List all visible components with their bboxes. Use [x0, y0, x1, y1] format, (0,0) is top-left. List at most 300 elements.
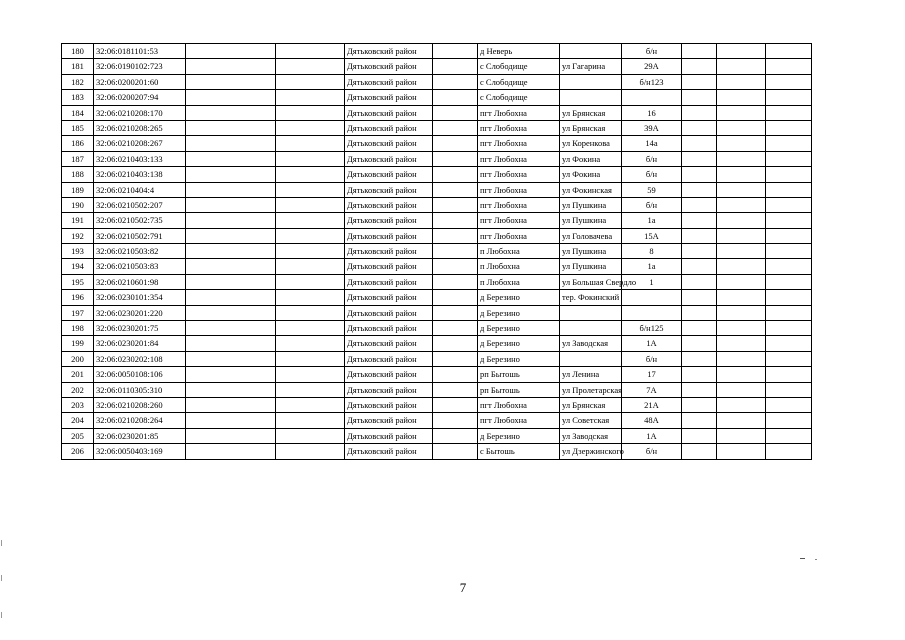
cadastral-number: 32:06:0210601:98	[94, 274, 186, 289]
empty-cell	[186, 151, 276, 166]
empty-cell	[186, 428, 276, 443]
street-name: ул Головачева	[560, 228, 622, 243]
settlement-name: д Березино	[478, 428, 560, 443]
empty-cell	[186, 197, 276, 212]
street-name: ул Пушкина	[560, 259, 622, 274]
street-name	[560, 305, 622, 320]
district-name: Дятьковский район	[345, 44, 433, 59]
house-number: 1А	[622, 336, 682, 351]
row-number: 201	[62, 367, 94, 382]
empty-cell	[276, 136, 345, 151]
empty-cell	[186, 321, 276, 336]
empty-cell	[433, 90, 478, 105]
row-number: 190	[62, 197, 94, 212]
house-number: б/н	[622, 351, 682, 366]
empty-cell	[717, 213, 766, 228]
settlement-name: п Любохна	[478, 259, 560, 274]
empty-cell	[682, 259, 717, 274]
empty-cell	[186, 228, 276, 243]
empty-cell	[717, 74, 766, 89]
empty-cell	[433, 290, 478, 305]
cadastral-number: 32:06:0210404:4	[94, 182, 186, 197]
empty-cell	[186, 413, 276, 428]
empty-cell	[682, 74, 717, 89]
street-name: ул Заводская	[560, 428, 622, 443]
empty-cell	[682, 305, 717, 320]
empty-cell	[766, 290, 812, 305]
empty-cell	[682, 336, 717, 351]
empty-cell	[276, 274, 345, 289]
settlement-name: п Любохна	[478, 274, 560, 289]
district-name: Дятьковский район	[345, 105, 433, 120]
empty-cell	[717, 167, 766, 182]
cadastral-number: 32:06:0181101:53	[94, 44, 186, 59]
street-name: ул Коренкова	[560, 136, 622, 151]
empty-cell	[276, 444, 345, 459]
empty-cell	[276, 167, 345, 182]
house-number: 1А	[622, 428, 682, 443]
house-number: 29А	[622, 59, 682, 74]
row-number: 180	[62, 44, 94, 59]
empty-cell	[186, 213, 276, 228]
row-number: 200	[62, 351, 94, 366]
empty-cell	[682, 428, 717, 443]
empty-cell	[717, 197, 766, 212]
house-number: б/н	[622, 197, 682, 212]
empty-cell	[682, 228, 717, 243]
district-name: Дятьковский район	[345, 197, 433, 212]
empty-cell	[682, 367, 717, 382]
empty-cell	[433, 151, 478, 166]
empty-cell	[186, 351, 276, 366]
cadastral-number: 32:06:0200207:94	[94, 90, 186, 105]
empty-cell	[717, 382, 766, 397]
district-name: Дятьковский район	[345, 59, 433, 74]
empty-cell	[682, 213, 717, 228]
settlement-name: пгт Любохна	[478, 136, 560, 151]
cadastral-number: 32:06:0210502:207	[94, 197, 186, 212]
empty-cell	[766, 59, 812, 74]
table-row	[62, 151, 812, 166]
empty-cell	[766, 274, 812, 289]
empty-cell	[276, 44, 345, 59]
settlement-name: пгт Любохна	[478, 151, 560, 166]
district-name: Дятьковский район	[345, 167, 433, 182]
district-name: Дятьковский район	[345, 444, 433, 459]
house-number: 48А	[622, 413, 682, 428]
empty-cell	[766, 151, 812, 166]
cadastral-number: 32:06:0230201:85	[94, 428, 186, 443]
empty-cell	[766, 259, 812, 274]
settlement-name: пгт Любохна	[478, 182, 560, 197]
empty-cell	[717, 59, 766, 74]
district-name: Дятьковский район	[345, 151, 433, 166]
settlement-name: пгт Любохна	[478, 120, 560, 135]
empty-cell	[682, 59, 717, 74]
district-name: Дятьковский район	[345, 382, 433, 397]
empty-cell	[682, 382, 717, 397]
district-name: Дятьковский район	[345, 136, 433, 151]
empty-cell	[717, 228, 766, 243]
registry-table	[61, 43, 812, 460]
row-number: 188	[62, 167, 94, 182]
cadastral-number: 32:06:0230101:354	[94, 290, 186, 305]
district-name: Дятьковский район	[345, 274, 433, 289]
empty-cell	[433, 336, 478, 351]
settlement-name: д Неверь	[478, 44, 560, 59]
table-row	[62, 259, 812, 274]
settlement-name: пгт Любохна	[478, 167, 560, 182]
empty-cell	[276, 74, 345, 89]
cadastral-number: 32:06:0210208:264	[94, 413, 186, 428]
empty-cell	[717, 413, 766, 428]
cadastral-number: 32:06:0230202:108	[94, 351, 186, 366]
district-name: Дятьковский район	[345, 305, 433, 320]
empty-cell	[276, 397, 345, 412]
empty-cell	[433, 305, 478, 320]
district-name: Дятьковский район	[345, 213, 433, 228]
cadastral-number: 32:06:0050403:169	[94, 444, 186, 459]
row-number: 196	[62, 290, 94, 305]
empty-cell	[276, 259, 345, 274]
empty-cell	[682, 197, 717, 212]
street-name: ул Советская	[560, 413, 622, 428]
house-number: б/н125	[622, 321, 682, 336]
empty-cell	[766, 321, 812, 336]
scan-speck	[815, 559, 817, 560]
cadastral-number: 32:06:0200201:60	[94, 74, 186, 89]
settlement-name: пгт Любохна	[478, 397, 560, 412]
empty-cell	[433, 351, 478, 366]
house-number	[622, 90, 682, 105]
empty-cell	[682, 444, 717, 459]
cadastral-number: 32:06:0230201:220	[94, 305, 186, 320]
settlement-name: с Слободище	[478, 90, 560, 105]
row-number: 193	[62, 244, 94, 259]
empty-cell	[276, 213, 345, 228]
empty-cell	[766, 382, 812, 397]
row-number: 183	[62, 90, 94, 105]
street-name: ул Дзержинского	[560, 444, 622, 459]
house-number: 17	[622, 367, 682, 382]
settlement-name: пгт Любохна	[478, 228, 560, 243]
empty-cell	[766, 44, 812, 59]
row-number: 204	[62, 413, 94, 428]
district-name: Дятьковский район	[345, 397, 433, 412]
street-name: тер. Фокинский	[560, 290, 622, 305]
table-row	[62, 274, 812, 289]
district-name: Дятьковский район	[345, 90, 433, 105]
empty-cell	[682, 244, 717, 259]
house-number: 16	[622, 105, 682, 120]
empty-cell	[276, 413, 345, 428]
scan-edge-mark	[1, 612, 2, 618]
empty-cell	[717, 397, 766, 412]
table-row	[62, 397, 812, 412]
empty-cell	[717, 428, 766, 443]
empty-cell	[682, 397, 717, 412]
row-number: 198	[62, 321, 94, 336]
empty-cell	[682, 351, 717, 366]
empty-cell	[766, 120, 812, 135]
empty-cell	[276, 120, 345, 135]
table-row	[62, 136, 812, 151]
settlement-name: рп Бытошь	[478, 367, 560, 382]
empty-cell	[717, 367, 766, 382]
empty-cell	[433, 197, 478, 212]
empty-cell	[766, 428, 812, 443]
empty-cell	[766, 413, 812, 428]
empty-cell	[186, 367, 276, 382]
district-name: Дятьковский район	[345, 259, 433, 274]
empty-cell	[433, 413, 478, 428]
empty-cell	[717, 182, 766, 197]
empty-cell	[717, 290, 766, 305]
empty-cell	[717, 351, 766, 366]
empty-cell	[433, 182, 478, 197]
table-row	[62, 444, 812, 459]
row-number: 187	[62, 151, 94, 166]
empty-cell	[276, 151, 345, 166]
empty-cell	[766, 305, 812, 320]
settlement-name: д Березино	[478, 290, 560, 305]
table-row	[62, 228, 812, 243]
row-number: 202	[62, 382, 94, 397]
district-name: Дятьковский район	[345, 413, 433, 428]
street-name: ул Ленина	[560, 367, 622, 382]
row-number: 205	[62, 428, 94, 443]
empty-cell	[186, 136, 276, 151]
empty-cell	[276, 197, 345, 212]
house-number: 39А	[622, 120, 682, 135]
row-number: 192	[62, 228, 94, 243]
empty-cell	[276, 382, 345, 397]
empty-cell	[433, 259, 478, 274]
empty-cell	[766, 105, 812, 120]
empty-cell	[717, 151, 766, 166]
street-name	[560, 351, 622, 366]
cadastral-number: 32:06:0210502:735	[94, 213, 186, 228]
district-name: Дятьковский район	[345, 428, 433, 443]
table-row	[62, 44, 812, 59]
empty-cell	[276, 244, 345, 259]
empty-cell	[682, 90, 717, 105]
empty-cell	[433, 44, 478, 59]
empty-cell	[186, 397, 276, 412]
table-row	[62, 105, 812, 120]
empty-cell	[186, 167, 276, 182]
empty-cell	[276, 351, 345, 366]
empty-cell	[276, 59, 345, 74]
empty-cell	[717, 336, 766, 351]
house-number: 59	[622, 182, 682, 197]
row-number: 184	[62, 105, 94, 120]
row-number: 195	[62, 274, 94, 289]
empty-cell	[433, 382, 478, 397]
empty-cell	[766, 444, 812, 459]
empty-cell	[276, 90, 345, 105]
scan-edge-mark	[1, 575, 2, 581]
empty-cell	[682, 290, 717, 305]
empty-cell	[276, 336, 345, 351]
cadastral-number: 32:06:0210208:170	[94, 105, 186, 120]
settlement-name: пгт Любохна	[478, 413, 560, 428]
empty-cell	[766, 136, 812, 151]
empty-cell	[433, 136, 478, 151]
empty-cell	[682, 105, 717, 120]
street-name: ул Большая Свердло	[560, 274, 622, 289]
table-row	[62, 244, 812, 259]
empty-cell	[682, 182, 717, 197]
settlement-name: пгт Любохна	[478, 105, 560, 120]
empty-cell	[276, 228, 345, 243]
empty-cell	[766, 367, 812, 382]
table-row	[62, 167, 812, 182]
empty-cell	[717, 105, 766, 120]
page-number: 7	[459, 580, 467, 595]
empty-cell	[717, 44, 766, 59]
cadastral-number: 32:06:0230201:84	[94, 336, 186, 351]
empty-cell	[766, 336, 812, 351]
table-row	[62, 213, 812, 228]
empty-cell	[717, 305, 766, 320]
empty-cell	[433, 397, 478, 412]
cadastral-number: 32:06:0210403:138	[94, 167, 186, 182]
street-name	[560, 90, 622, 105]
row-number: 189	[62, 182, 94, 197]
street-name	[560, 44, 622, 59]
district-name: Дятьковский район	[345, 120, 433, 135]
street-name: ул Пушкина	[560, 244, 622, 259]
cadastral-number: 32:06:0210403:133	[94, 151, 186, 166]
house-number	[622, 290, 682, 305]
empty-cell	[276, 305, 345, 320]
house-number: 1а	[622, 259, 682, 274]
cadastral-number: 32:06:0210503:83	[94, 259, 186, 274]
cadastral-number: 32:06:0210502:791	[94, 228, 186, 243]
empty-cell	[682, 44, 717, 59]
empty-cell	[186, 74, 276, 89]
empty-cell	[276, 182, 345, 197]
house-number	[622, 305, 682, 320]
empty-cell	[433, 167, 478, 182]
table-row	[62, 59, 812, 74]
empty-cell	[433, 244, 478, 259]
settlement-name: с Бытошь	[478, 444, 560, 459]
empty-cell	[186, 44, 276, 59]
street-name: ул Пушкина	[560, 197, 622, 212]
empty-cell	[433, 213, 478, 228]
house-number: 14а	[622, 136, 682, 151]
house-number: б/н	[622, 151, 682, 166]
row-number: 181	[62, 59, 94, 74]
empty-cell	[433, 428, 478, 443]
settlement-name: пгт Любохна	[478, 213, 560, 228]
house-number: б/н	[622, 44, 682, 59]
empty-cell	[276, 367, 345, 382]
settlement-name: пгт Любохна	[478, 197, 560, 212]
empty-cell	[433, 444, 478, 459]
street-name: ул Пушкина	[560, 213, 622, 228]
house-number: 21А	[622, 397, 682, 412]
row-number: 186	[62, 136, 94, 151]
street-name: ул Брянская	[560, 105, 622, 120]
empty-cell	[186, 290, 276, 305]
table-row	[62, 182, 812, 197]
district-name: Дятьковский район	[345, 74, 433, 89]
empty-cell	[717, 274, 766, 289]
empty-cell	[186, 274, 276, 289]
empty-cell	[186, 305, 276, 320]
row-number: 194	[62, 259, 94, 274]
empty-cell	[766, 228, 812, 243]
table-row	[62, 321, 812, 336]
empty-cell	[717, 321, 766, 336]
row-number: 191	[62, 213, 94, 228]
empty-cell	[433, 74, 478, 89]
empty-cell	[766, 351, 812, 366]
row-number: 197	[62, 305, 94, 320]
row-number: 203	[62, 397, 94, 412]
house-number: 15А	[622, 228, 682, 243]
table-row	[62, 197, 812, 212]
empty-cell	[682, 167, 717, 182]
empty-cell	[682, 274, 717, 289]
empty-cell	[433, 321, 478, 336]
empty-cell	[186, 444, 276, 459]
empty-cell	[766, 167, 812, 182]
empty-cell	[186, 259, 276, 274]
empty-cell	[186, 336, 276, 351]
cadastral-number: 32:06:0210208:267	[94, 136, 186, 151]
scan-edge-mark	[1, 540, 2, 546]
empty-cell	[766, 244, 812, 259]
table-row	[62, 305, 812, 320]
empty-cell	[276, 321, 345, 336]
empty-cell	[433, 274, 478, 289]
settlement-name: п Любохна	[478, 244, 560, 259]
district-name: Дятьковский район	[345, 182, 433, 197]
row-number: 182	[62, 74, 94, 89]
empty-cell	[186, 90, 276, 105]
district-name: Дятьковский район	[345, 290, 433, 305]
district-name: Дятьковский район	[345, 244, 433, 259]
cadastral-number: 32:06:0230201:75	[94, 321, 186, 336]
table-row	[62, 413, 812, 428]
empty-cell	[682, 120, 717, 135]
empty-cell	[682, 151, 717, 166]
empty-cell	[276, 105, 345, 120]
empty-cell	[682, 321, 717, 336]
cadastral-number: 32:06:0210208:265	[94, 120, 186, 135]
empty-cell	[766, 197, 812, 212]
empty-cell	[433, 367, 478, 382]
empty-cell	[186, 120, 276, 135]
cadastral-number: 32:06:0210503:82	[94, 244, 186, 259]
table-row	[62, 336, 812, 351]
table-row	[62, 428, 812, 443]
table-row	[62, 290, 812, 305]
empty-cell	[433, 120, 478, 135]
district-name: Дятьковский район	[345, 321, 433, 336]
street-name: ул Заводская	[560, 336, 622, 351]
empty-cell	[766, 74, 812, 89]
cadastral-number: 32:06:0190102:723	[94, 59, 186, 74]
house-number: 7А	[622, 382, 682, 397]
empty-cell	[433, 228, 478, 243]
street-name: ул Фокинская	[560, 182, 622, 197]
empty-cell	[186, 382, 276, 397]
